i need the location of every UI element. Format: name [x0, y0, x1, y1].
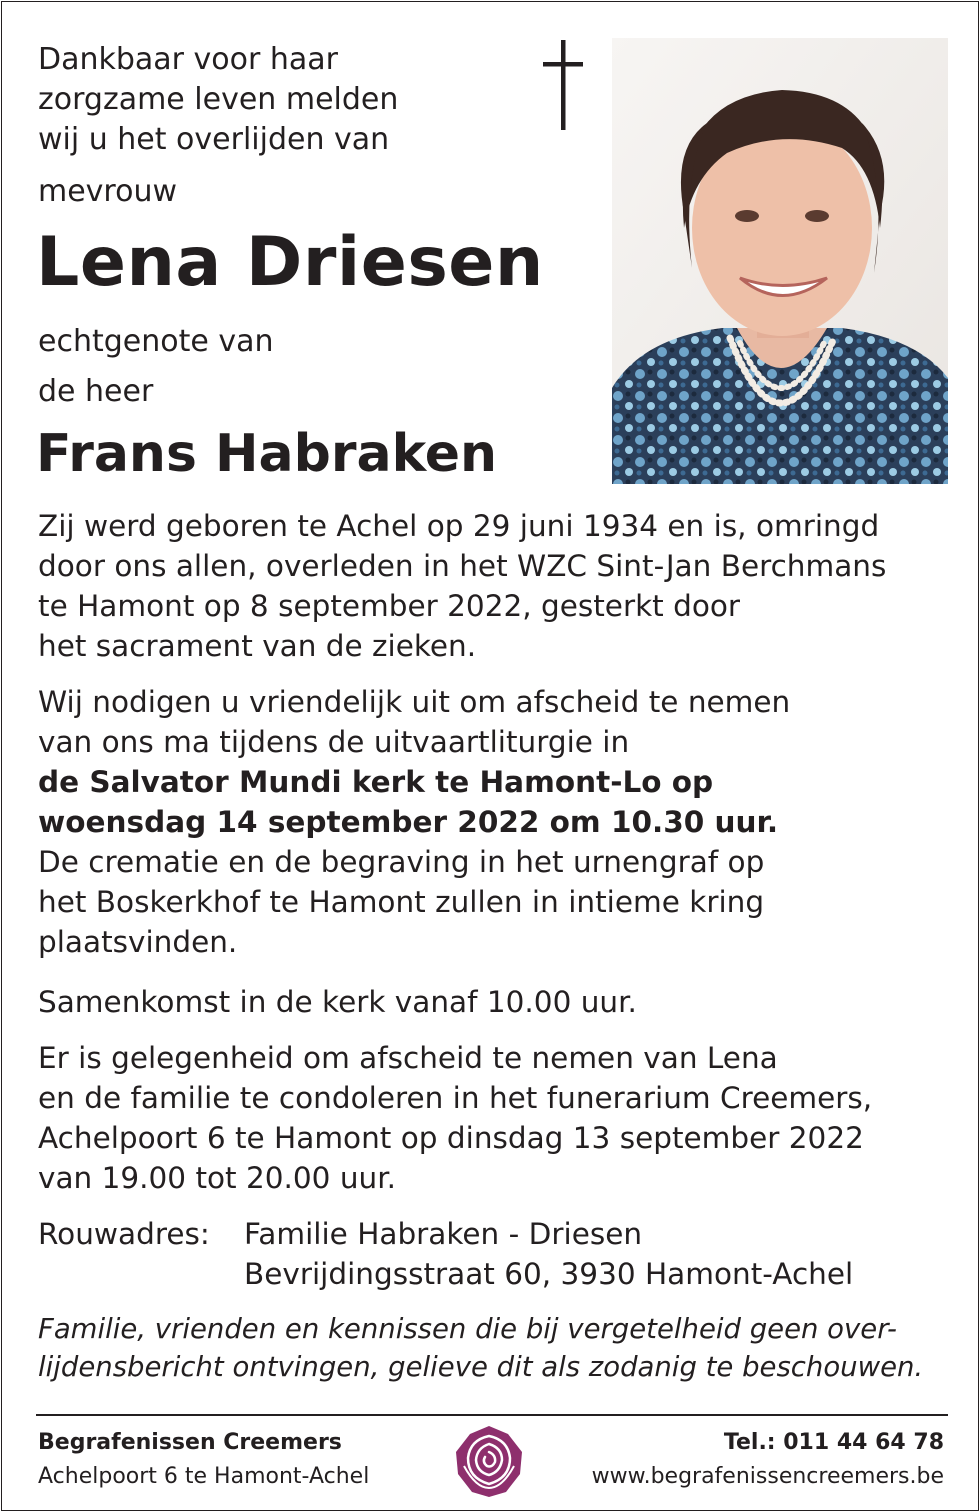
obituary-card — [1, 1, 979, 1511]
spouse-intro — [38, 317, 274, 417]
paragraph-line: het sacrament van de zieken. — [38, 629, 477, 663]
funeral-home-website: www.begrafenissencreemers.be — [591, 1464, 944, 1489]
paragraph-line: Zij werd geboren te Achel op 29 juni 1934 en is, omringd — [38, 509, 880, 543]
intro-line: zorgzame leven melden — [38, 82, 399, 117]
paragraph-line: Achelpoort 6 te Hamont op dinsdag 13 september 2022 — [38, 1121, 864, 1155]
paragraph-line: door ons allen, overleden in het WZC Sint-Jan Berchmans — [38, 549, 887, 583]
deceased-name: Lena Driesen — [36, 223, 544, 302]
spouse-name: Frans Habraken — [36, 424, 498, 484]
paragraph-line: van ons ma tijdens de uitvaartliturgie in — [38, 725, 630, 759]
spouse-title: de heer — [38, 374, 154, 409]
paragraph-line: Wij nodigen u vriendelijk uit om afscheid te nemen — [38, 685, 791, 719]
paragraph-line: te Hamont op 8 september 2022, gesterkt door — [38, 589, 741, 623]
funeral-home-address: Achelpoort 6 te Hamont-Achel — [38, 1464, 370, 1489]
spouse-relation: echtgenote van — [38, 324, 274, 359]
funeral-paragraph — [38, 682, 790, 962]
footer-divider — [36, 1414, 948, 1416]
intro-line: Dankbaar voor haar — [38, 42, 338, 77]
rose-logo-icon — [450, 1422, 528, 1500]
address-line: Bevrijdingsstraat 60, 3930 Hamont-Achel — [244, 1257, 854, 1291]
paragraph-line: en de familie te condoleren in het funerarium Creemers, — [38, 1081, 873, 1115]
mourning-address-label: Rouwadres: — [38, 1217, 210, 1251]
condolence-paragraph — [38, 1038, 872, 1198]
funeral-datetime: woensdag 14 september 2022 om 10.30 uur. — [38, 805, 779, 839]
address-line: Familie Habraken - Driesen — [244, 1217, 643, 1251]
funeral-location: de Salvator Mundi kerk te Hamont-Lo op — [38, 765, 714, 799]
note-line: Familie, vrienden en kennissen die bij vergetelheid geen over- — [38, 1313, 897, 1345]
gathering-text: Samenkomst in de kerk vanaf 10.00 uur. — [38, 985, 637, 1019]
paragraph-line: De crematie en de begraving in het urnengraf op — [38, 845, 765, 879]
intro-text — [38, 40, 398, 160]
funeral-home-phone: Tel.: 011 44 64 78 — [723, 1430, 944, 1455]
paragraph-line: plaatsvinden. — [38, 925, 238, 959]
paragraph-line: het Boskerkhof te Hamont zullen in intieme kring — [38, 885, 765, 919]
paragraph-line: van 19.00 tot 20.00 uur. — [38, 1161, 397, 1195]
deceased-title: mevrouw — [38, 174, 178, 209]
birth-death-paragraph — [38, 506, 886, 666]
mourning-address — [244, 1214, 853, 1294]
paragraph-line: Er is gelegenheid om afscheid te nemen van Lena — [38, 1041, 778, 1075]
funeral-home-name: Begrafenissen Creemers — [38, 1430, 342, 1455]
cross-icon — [540, 40, 586, 130]
note-line: lijdensbericht ontvingen, gelieve dit als zodanig te beschouwen. — [38, 1351, 924, 1383]
intro-line: wij u het overlijden van — [38, 122, 390, 157]
portrait-photo — [612, 38, 948, 484]
closing-note — [38, 1310, 923, 1386]
